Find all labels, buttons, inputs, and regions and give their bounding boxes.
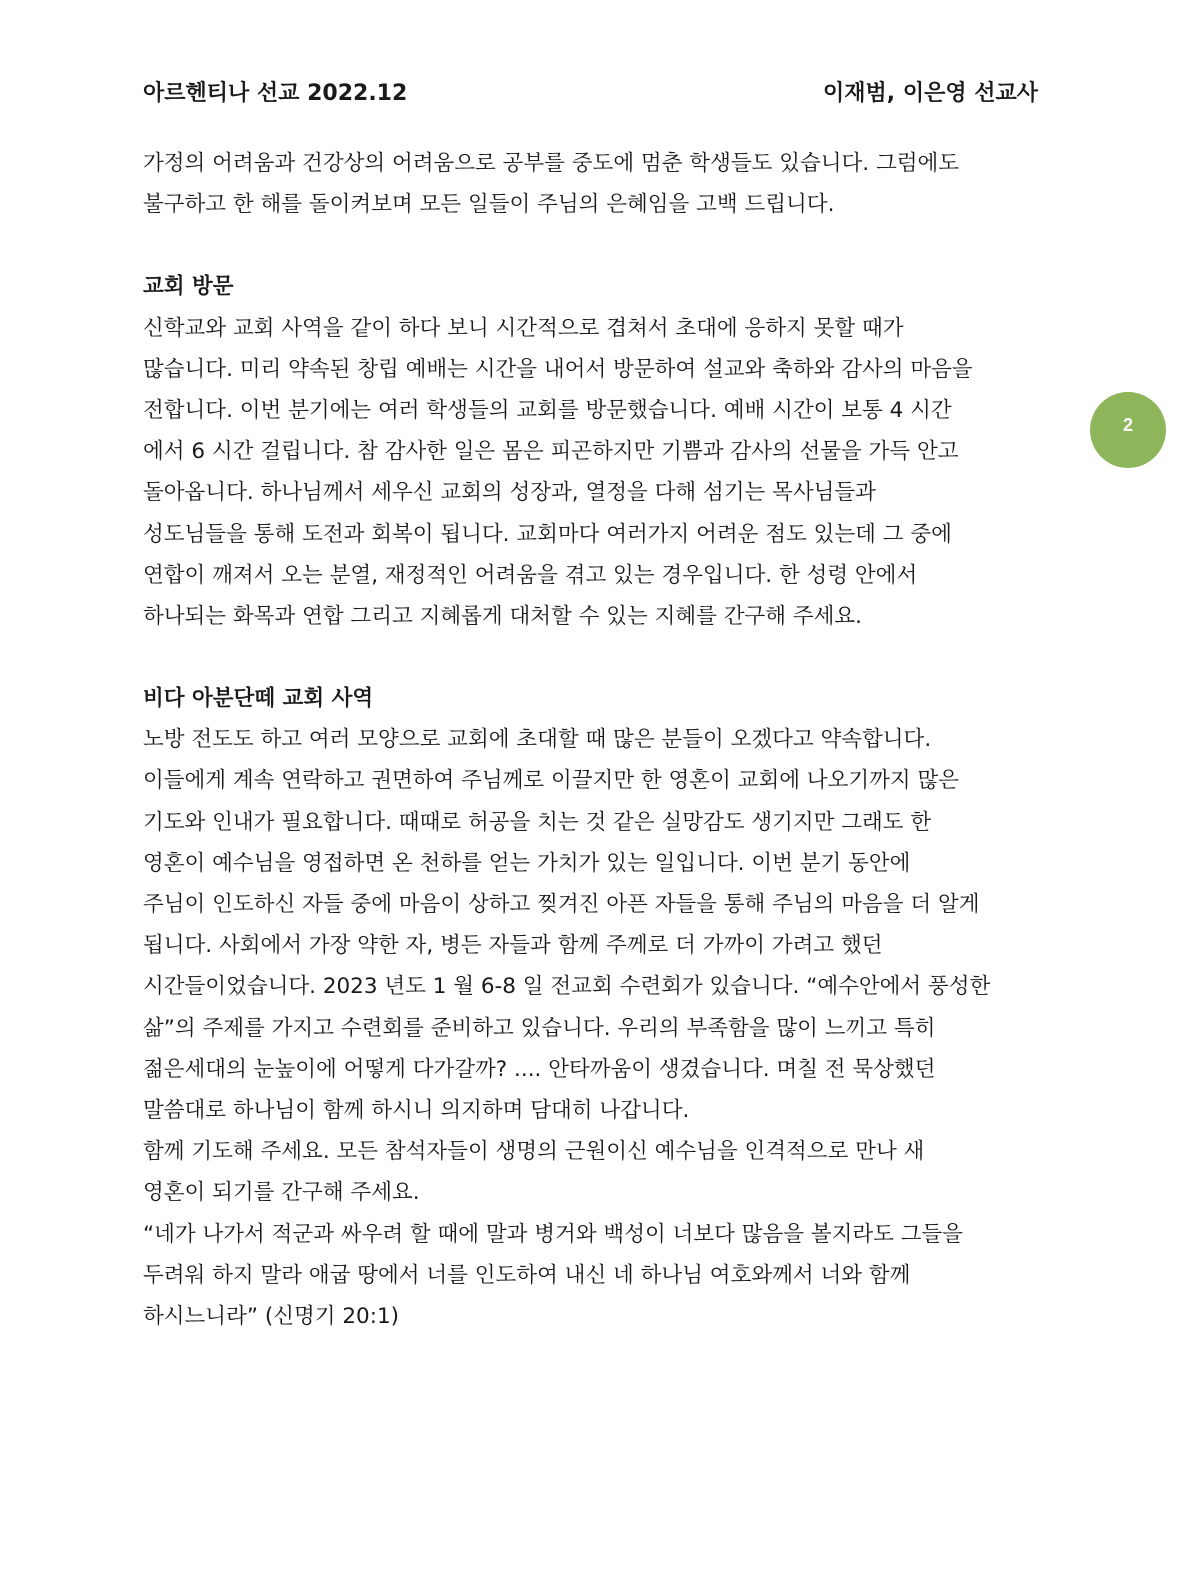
body-line: 신학교와 교회 사역을 같이 하다 보니 시간적으로 겹쳐서 초대에 응하지 못할 때가 <box>143 315 904 341</box>
body-line: 성도님들을 통해 도전과 회복이 됩니다. 교회마다 여러가지 어려운 점도 있는데 그 중에 <box>143 521 952 547</box>
section-vida-abundante <box>143 678 1068 1337</box>
body-line: 영혼이 되기를 간구해 주세요. <box>143 1180 420 1206</box>
header-title: 아르헨티나 선교 2022.12 <box>143 81 408 106</box>
paragraph-gap <box>143 225 1068 266</box>
body-line: “네가 나가서 적군과 싸우려 할 때에 말과 병거와 백성이 너보다 많음을 볼지라도 그들을 <box>143 1221 964 1247</box>
body-line: 노방 전도도 하고 여러 모양으로 교회에 초대할 때 많은 분들이 오겠다고 약속합니다. <box>143 727 932 753</box>
body-line: 기도와 인내가 필요합니다. 때때로 허공을 치는 것 같은 실망감도 생기지만 그래도 한 <box>143 809 932 835</box>
intro-paragraph <box>143 143 1068 225</box>
page-header <box>143 78 1038 110</box>
intro-line: 가정의 어려움과 건강상의 어려움으로 공부를 중도에 멈춘 학생들도 있습니다. 그럼에도 <box>143 151 960 176</box>
body-line: 이들에게 계속 연락하고 권면하여 주님께로 이끌지만 한 영혼이 교회에 나오기까지 많은 <box>143 768 960 794</box>
intro-line: 불구하고 한 해를 돌이켜보며 모든 일들이 주님의 은혜임을 고백 드립니다. <box>143 192 835 218</box>
body-line: 주님이 인도하신 자들 중에 마음이 상하고 찢겨진 아픈 자들을 통해 주님의 마음을 더 알게 <box>143 892 980 917</box>
body-line: 연합이 깨져서 오는 분열, 재정적인 어려움을 겪고 있는 경우입니다. 한 성령 안에서 <box>143 562 918 588</box>
body-line: 됩니다. 사회에서 가장 약한 자, 병든 자들과 함께 주께로 더 가까이 가려고 했던 <box>143 933 883 959</box>
body-line: 두려워 하지 말라 애굽 땅에서 너를 인도하여 내신 네 하나님 여호와께서 너와 함께 <box>143 1262 911 1288</box>
body-line: 젊은세대의 눈높이에 어떻게 다가갈까? .... 안타까움이 생겼습니다. 며칠 전 묵상했던 <box>143 1056 936 1082</box>
document-body <box>143 143 1068 1337</box>
section-heading: 교회 방문 <box>143 274 234 300</box>
body-line: 함께 기도해 주세요. 모든 참석자들이 생명의 근원이신 예수님을 인격적으로 만나 새 <box>143 1139 925 1165</box>
body-line: 하나되는 화목과 연합 그리고 지혜롭게 대처할 수 있는 지혜를 간구해 주세요. <box>143 603 863 629</box>
body-line: 돌아옵니다. 하나님께서 세우신 교회의 성장과, 열정을 다해 섬기는 목사님들과 <box>143 480 876 506</box>
body-line: 삶”의 주제를 가지고 수련회를 준비하고 있습니다. 우리의 부족함을 많이 느끼고 특히 <box>143 1015 936 1041</box>
body-line: 말씀대로 하나님이 함께 하시니 의지하며 담대히 나갑니다. <box>143 1097 690 1123</box>
paragraph-gap <box>143 637 1068 678</box>
body-line: 하시느니라” (신명기 20:1) <box>143 1303 400 1329</box>
section-heading: 비다 아분단떼 교회 사역 <box>143 686 374 712</box>
body-line: 에서 6 시간 걸립니다. 참 감사한 일은 몸은 피곤하지만 기쁨과 감사의 선물을 가득 안고 <box>143 439 959 465</box>
page-number-badge: 2 <box>1090 392 1166 468</box>
body-line: 전합니다. 이번 분기에는 여러 학생들의 교회를 방문했습니다. 예배 시간이 보통 4 시간 <box>143 397 952 423</box>
body-line: 시간들이었습니다. 2023 년도 1 월 6-8 일 전교회 수련회가 있습니다. “예수안에서 풍성한 <box>143 974 991 1000</box>
section-church-visits <box>143 266 1068 637</box>
body-line: 많습니다. 미리 약속된 창립 예배는 시간을 내어서 방문하여 설교와 축하와 감사의 마음을 <box>143 356 973 382</box>
header-authors: 이재범, 이은영 선교사 <box>823 81 1038 106</box>
body-line: 영혼이 예수님을 영접하면 온 천하를 얻는 가치가 있는 일입니다. 이번 분기 동안에 <box>143 850 911 876</box>
